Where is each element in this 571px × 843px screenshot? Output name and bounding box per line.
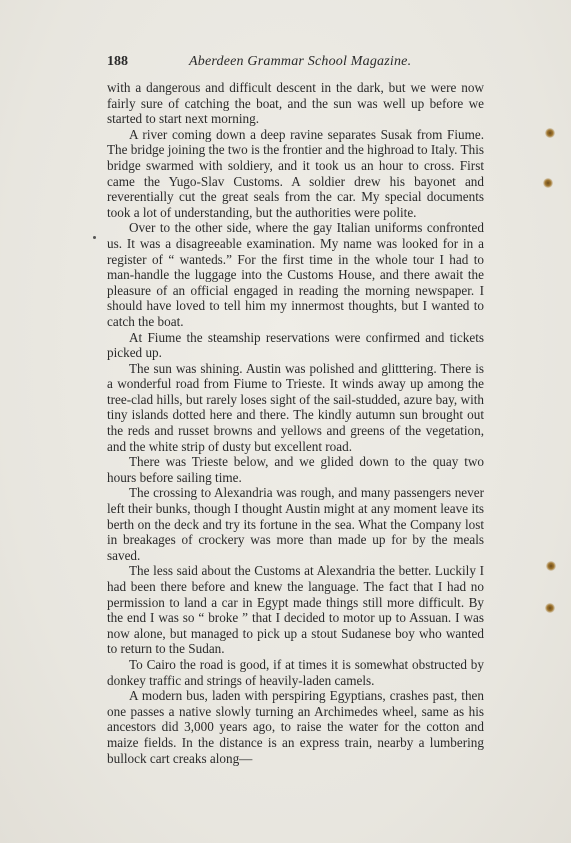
paragraph: There was Trieste below, and we glided down to the quay two hours before sailing time.: [107, 454, 484, 485]
paragraph: with a dangerous and difficult descent in the dark, but we were now fairly sure of catching the boat, and the sun was well up before we started to start next morning.: [107, 80, 484, 127]
foxing-spot: [545, 128, 555, 138]
article-body: [107, 80, 484, 766]
paragraph: Over to the other side, where the gay Italian uniforms confronted us. It was a disagreeable examination. My name was looked for in a register of “ wanteds.” For the first time in the whole tour I had to man-handle the luggage into the Customs House, and there await the pleasure of an official engaged in reading the morning newspaper. I should have loved to tell him my innermost thoughts, but I wanted to catch the boat.: [107, 220, 484, 329]
paragraph: The sun was shining. Austin was polished and glitttering. There is a wonderful road from Fiume to Trieste. It winds away up among the tree-clad hills, but rarely loses sight of the sail-studded, azure bay, with tiny islands dotted here and there. The kindly autumn sun brought out the reds and russet browns and yellows and greens of the vegetation, and the white strip of dusty but excellent road.: [107, 360, 484, 454]
paragraph: A river coming down a deep ravine separates Susak from Fiume. The bridge joining the two is the frontier and the highroad to Italy. This bridge swarmed with soldiery, and it took us an hour to cross. First came the Yugo-Slav Customs. A soldier drew his bayonet and reverentially cut the great seals from the car. My special documents took a lot of understanding, but the authorities were polite.: [107, 126, 484, 220]
running-title: Aberdeen Grammar School Magazine.: [189, 54, 412, 69]
foxing-spot: [543, 178, 553, 188]
foxing-spot: [546, 561, 556, 571]
paragraph: The less said about the Customs at Alexandria the better. Luckily I had been there before and knew the language. The fact that I had no permission to land a car in Egypt made things still more difficult. By the end I was so “ broke ” that I decided to motor up to Assuan. I was now alone, but managed to pick up a stout Sudanese boy who wanted to return to the Sudan.: [107, 563, 484, 657]
paragraph: At Fiume the steamship reservations were confirmed and tickets picked up.: [107, 329, 484, 361]
foxing-spot: [545, 603, 555, 613]
paragraph: A modern bus, laden with perspiring Egyptians, crashes past, then one passes a native slowly turning an Archimedes wheel, same as his ancestors did 3,000 years ago, to raise the water for the cotton and maize fields. In the distance is an express train, nearby a lumbering bullock cart creaks along—: [107, 688, 484, 766]
page-header: [107, 52, 487, 72]
ink-dot: [93, 236, 96, 239]
paragraph: To Cairo the road is good, if at times it is somewhat obstructed by donkey traffic and strings of heavily-laden camels.: [107, 656, 484, 688]
paragraph: The crossing to Alexandria was rough, and many passengers never left their bunks, though I thought Austin might at any moment leave its berth on the deck and try its fortune in the sea. What the Company lost in breakages of crockery was more than made up for by the meals saved.: [107, 485, 484, 563]
page-number: 188: [107, 54, 128, 69]
